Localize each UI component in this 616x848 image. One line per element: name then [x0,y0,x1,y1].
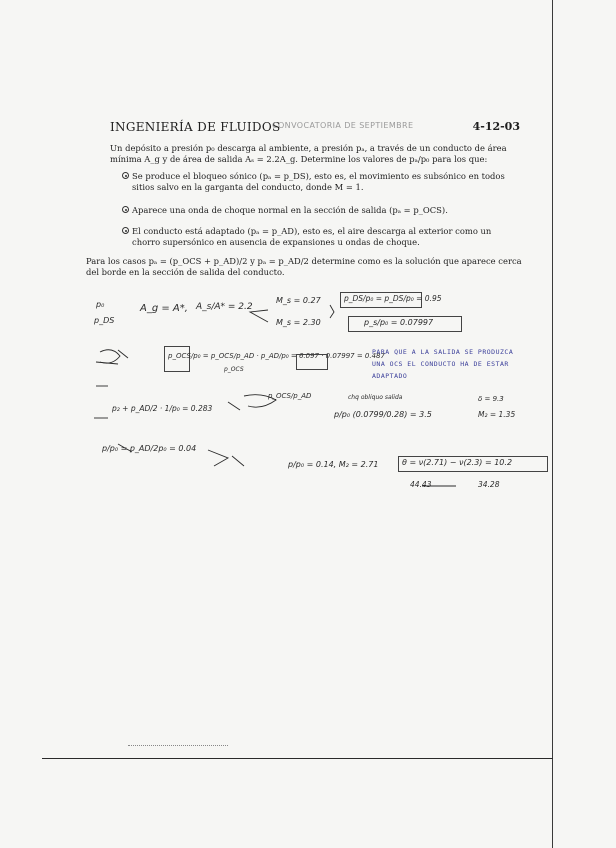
note-p0: p₀ [96,300,105,309]
problem-closing: Para los casos pₐ = (p_OCS + p_AD)/2 y pₐ = p_AD/2 determine como es la solución que aparece cerca del borde en la sección de salida del conducto. [86,256,522,277]
note-mean-pressure: p₂ + p_AD/2 · 1/p₀ = 0.283 [112,404,213,413]
note-mach-sub: M_s = 0.27 [276,296,321,305]
problem-item-2 [132,205,522,216]
note-nu-2: 34.28 [478,480,500,489]
problem-item-1 [132,171,522,193]
item-text: El conducto está adaptado (pₐ = p_AD), esto es, el aire descarga al exterior como un chorro supersónico en ausencia de expansiones u ondas de choque. [132,226,492,247]
note-nu-1: 44.43 [410,480,432,489]
item-marker [122,172,129,179]
note-ps-ratio: p_s/p₀ = 0.07997 [364,318,434,327]
exam-date: 4-12-03 [472,120,520,133]
course-title: INGENIERÍA DE FLUIDOS [110,120,281,134]
dotted-rule [128,745,228,746]
item-marker [122,227,129,234]
note-throat-area: A_g = A*, [140,303,188,314]
note-pds-result: p_DS/p₀ = p_DS/p₀ = 0.95 [344,294,442,303]
problem-item-3 [132,226,522,248]
bottom-rule [42,758,553,759]
item-text: Aparece una onda de choque normal en la sección de salida (pₐ = p_OCS). [132,205,448,215]
item-text: Se produce el bloqueo sónico (pₐ = p_DS), esto es, el movimiento es subsónico en todos sitios salvo en la garganta del conducto, donde M = 1. [132,171,505,192]
note-deflection: δ = 9.3 [478,395,504,403]
problem-intro: Un depósito a presión p₀ descarga al ambiente, a presión pₐ, a través de un conducto de área mínima A_g y de área de salida Aₛ = 2.2A_g. Determine los valores de pₐ/p₀ para los que: [110,143,507,164]
note-pocs: p_OCS [224,366,244,373]
exam-header [110,120,520,136]
note-ocs-result: p_OCS/p₀ = p_OCS/p_AD · p_AD/p₀ = 6.097 · 0.07997 = 0.487 [168,352,385,360]
blue-annotation: PARA QUE A LA SALIDA SE PRODUZCA UNA OCS EL CONDUCTO HA DE ESTAR ADAPTADO [372,348,514,380]
page-edge-line [552,0,553,848]
note-pressure-jump: p/p₀ (0.0799/0.28) = 3.5 [334,410,432,419]
note-pds: p_DS [94,316,115,325]
answer-box [296,354,328,370]
note-mach-2: M₂ = 1.35 [478,410,516,419]
note-area-ratio: A_s/A* = 2.2 [196,302,253,312]
note-oblique-exit: chq obliquo salida [348,394,403,401]
item-marker [122,206,129,213]
note-expansion: p/p₀ = 0.14, M₂ = 2.71 [288,460,379,469]
exam-subtitle: CONVOCATORIA DE SEPTIEMBRE [272,121,414,130]
note-half-adapted: p/p₀ = p_AD/2p₀ = 0.04 [102,444,197,453]
note-ocs-ad-ratio: p_OCS/p_AD [268,392,312,400]
note-mach-sup: M_s = 2.30 [276,318,321,327]
note-prandtl-meyer: θ = ν(2.71) − ν(2.3) = 10.2 [402,458,513,467]
